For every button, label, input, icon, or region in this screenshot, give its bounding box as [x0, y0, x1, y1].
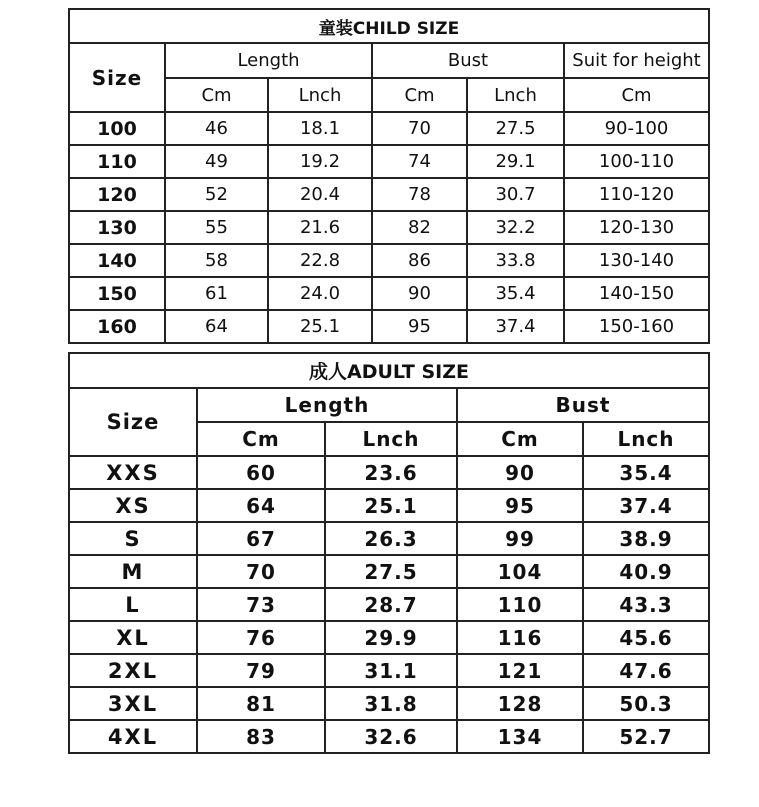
child-unit-header: Lnch	[268, 78, 372, 112]
adult-size-cell: XXS	[69, 456, 197, 489]
adult-value-cell: 81	[197, 687, 325, 720]
child-table-row	[69, 178, 709, 211]
child-value-cell: 29.1	[467, 145, 564, 178]
adult-table-body	[69, 456, 709, 753]
adult-value-cell: 67	[197, 522, 325, 555]
child-table-body	[69, 112, 709, 343]
adult-value-cell: 43.3	[583, 588, 709, 621]
adult-value-cell: 73	[197, 588, 325, 621]
adult-bust-header: Bust	[457, 388, 709, 422]
child-value-cell: 74	[372, 145, 467, 178]
adult-table-row	[69, 621, 709, 654]
child-size-header: Size	[69, 43, 165, 112]
child-value-cell: 140-150	[564, 277, 709, 310]
adult-value-cell: 110	[457, 588, 583, 621]
adult-value-cell: 50.3	[583, 687, 709, 720]
adult-unit-header: Cm	[457, 422, 583, 456]
child-value-cell: 46	[165, 112, 268, 145]
adult-value-cell: 47.6	[583, 654, 709, 687]
child-size-table	[68, 8, 710, 344]
child-unit-header: Lnch	[467, 78, 564, 112]
adult-value-cell: 26.3	[325, 522, 457, 555]
adult-value-cell: 31.8	[325, 687, 457, 720]
child-table-row	[69, 277, 709, 310]
child-unit-header: Cm	[372, 78, 467, 112]
adult-length-header: Length	[197, 388, 457, 422]
adult-value-cell: 104	[457, 555, 583, 588]
adult-size-header: Size	[69, 388, 197, 456]
adult-value-cell: 83	[197, 720, 325, 753]
child-value-cell: 24.0	[268, 277, 372, 310]
adult-value-cell: 25.1	[325, 489, 457, 522]
child-value-cell: 52	[165, 178, 268, 211]
adult-size-cell: L	[69, 588, 197, 621]
adult-table-row	[69, 522, 709, 555]
child-table-title: 童装CHILD SIZE	[69, 9, 709, 43]
adult-value-cell: 29.9	[325, 621, 457, 654]
adult-table-row	[69, 456, 709, 489]
child-table-row	[69, 310, 709, 343]
child-value-cell: 95	[372, 310, 467, 343]
adult-value-cell: 32.6	[325, 720, 457, 753]
adult-value-cell: 38.9	[583, 522, 709, 555]
child-table-row	[69, 145, 709, 178]
child-table-row	[69, 244, 709, 277]
child-value-cell: 21.6	[268, 211, 372, 244]
child-unit-header: Cm	[564, 78, 709, 112]
child-value-cell: 110-120	[564, 178, 709, 211]
child-value-cell: 27.5	[467, 112, 564, 145]
adult-value-cell: 99	[457, 522, 583, 555]
child-value-cell: 90-100	[564, 112, 709, 145]
child-value-cell: 49	[165, 145, 268, 178]
child-size-cell: 110	[69, 145, 165, 178]
adult-unit-header: Lnch	[325, 422, 457, 456]
adult-value-cell: 128	[457, 687, 583, 720]
child-value-cell: 130-140	[564, 244, 709, 277]
child-value-cell: 58	[165, 244, 268, 277]
adult-value-cell: 95	[457, 489, 583, 522]
adult-size-cell: XL	[69, 621, 197, 654]
adult-size-cell: S	[69, 522, 197, 555]
child-value-cell: 61	[165, 277, 268, 310]
adult-value-cell: 90	[457, 456, 583, 489]
child-value-cell: 22.8	[268, 244, 372, 277]
adult-value-cell: 28.7	[325, 588, 457, 621]
adult-value-cell: 64	[197, 489, 325, 522]
adult-size-cell: XS	[69, 489, 197, 522]
child-value-cell: 19.2	[268, 145, 372, 178]
adult-value-cell: 31.1	[325, 654, 457, 687]
adult-size-cell: 3XL	[69, 687, 197, 720]
child-size-cell: 130	[69, 211, 165, 244]
child-size-cell: 160	[69, 310, 165, 343]
child-height-header: Suit for height	[564, 43, 709, 78]
adult-value-cell: 134	[457, 720, 583, 753]
child-size-cell: 100	[69, 112, 165, 145]
adult-unit-header: Cm	[197, 422, 325, 456]
adult-table-row	[69, 720, 709, 753]
child-value-cell: 82	[372, 211, 467, 244]
child-size-cell: 140	[69, 244, 165, 277]
adult-table-row	[69, 489, 709, 522]
adult-value-cell: 35.4	[583, 456, 709, 489]
child-unit-header: Cm	[165, 78, 268, 112]
adult-value-cell: 23.6	[325, 456, 457, 489]
adult-table-row	[69, 654, 709, 687]
adult-value-cell: 52.7	[583, 720, 709, 753]
child-size-cell: 120	[69, 178, 165, 211]
child-value-cell: 100-110	[564, 145, 709, 178]
adult-unit-header: Lnch	[583, 422, 709, 456]
child-value-cell: 78	[372, 178, 467, 211]
child-table-row	[69, 211, 709, 244]
adult-value-cell: 121	[457, 654, 583, 687]
adult-value-cell: 60	[197, 456, 325, 489]
child-value-cell: 30.7	[467, 178, 564, 211]
adult-size-cell: 2XL	[69, 654, 197, 687]
child-value-cell: 18.1	[268, 112, 372, 145]
adult-value-cell: 37.4	[583, 489, 709, 522]
adult-table-title: 成人ADULT SIZE	[69, 353, 709, 388]
child-value-cell: 55	[165, 211, 268, 244]
adult-size-table	[68, 352, 710, 754]
adult-table-row	[69, 555, 709, 588]
child-value-cell: 25.1	[268, 310, 372, 343]
child-bust-header: Bust	[372, 43, 564, 78]
child-value-cell: 150-160	[564, 310, 709, 343]
child-value-cell: 90	[372, 277, 467, 310]
adult-value-cell: 27.5	[325, 555, 457, 588]
adult-value-cell: 45.6	[583, 621, 709, 654]
adult-value-cell: 40.9	[583, 555, 709, 588]
child-value-cell: 33.8	[467, 244, 564, 277]
adult-value-cell: 79	[197, 654, 325, 687]
adult-value-cell: 116	[457, 621, 583, 654]
child-value-cell: 20.4	[268, 178, 372, 211]
child-table-row	[69, 112, 709, 145]
child-value-cell: 32.2	[467, 211, 564, 244]
adult-size-cell: 4XL	[69, 720, 197, 753]
adult-table-row	[69, 588, 709, 621]
child-size-cell: 150	[69, 277, 165, 310]
child-value-cell: 86	[372, 244, 467, 277]
adult-value-cell: 76	[197, 621, 325, 654]
child-value-cell: 70	[372, 112, 467, 145]
child-value-cell: 64	[165, 310, 268, 343]
child-value-cell: 120-130	[564, 211, 709, 244]
adult-value-cell: 70	[197, 555, 325, 588]
child-value-cell: 35.4	[467, 277, 564, 310]
adult-table-row	[69, 687, 709, 720]
child-value-cell: 37.4	[467, 310, 564, 343]
adult-size-cell: M	[69, 555, 197, 588]
child-length-header: Length	[165, 43, 372, 78]
